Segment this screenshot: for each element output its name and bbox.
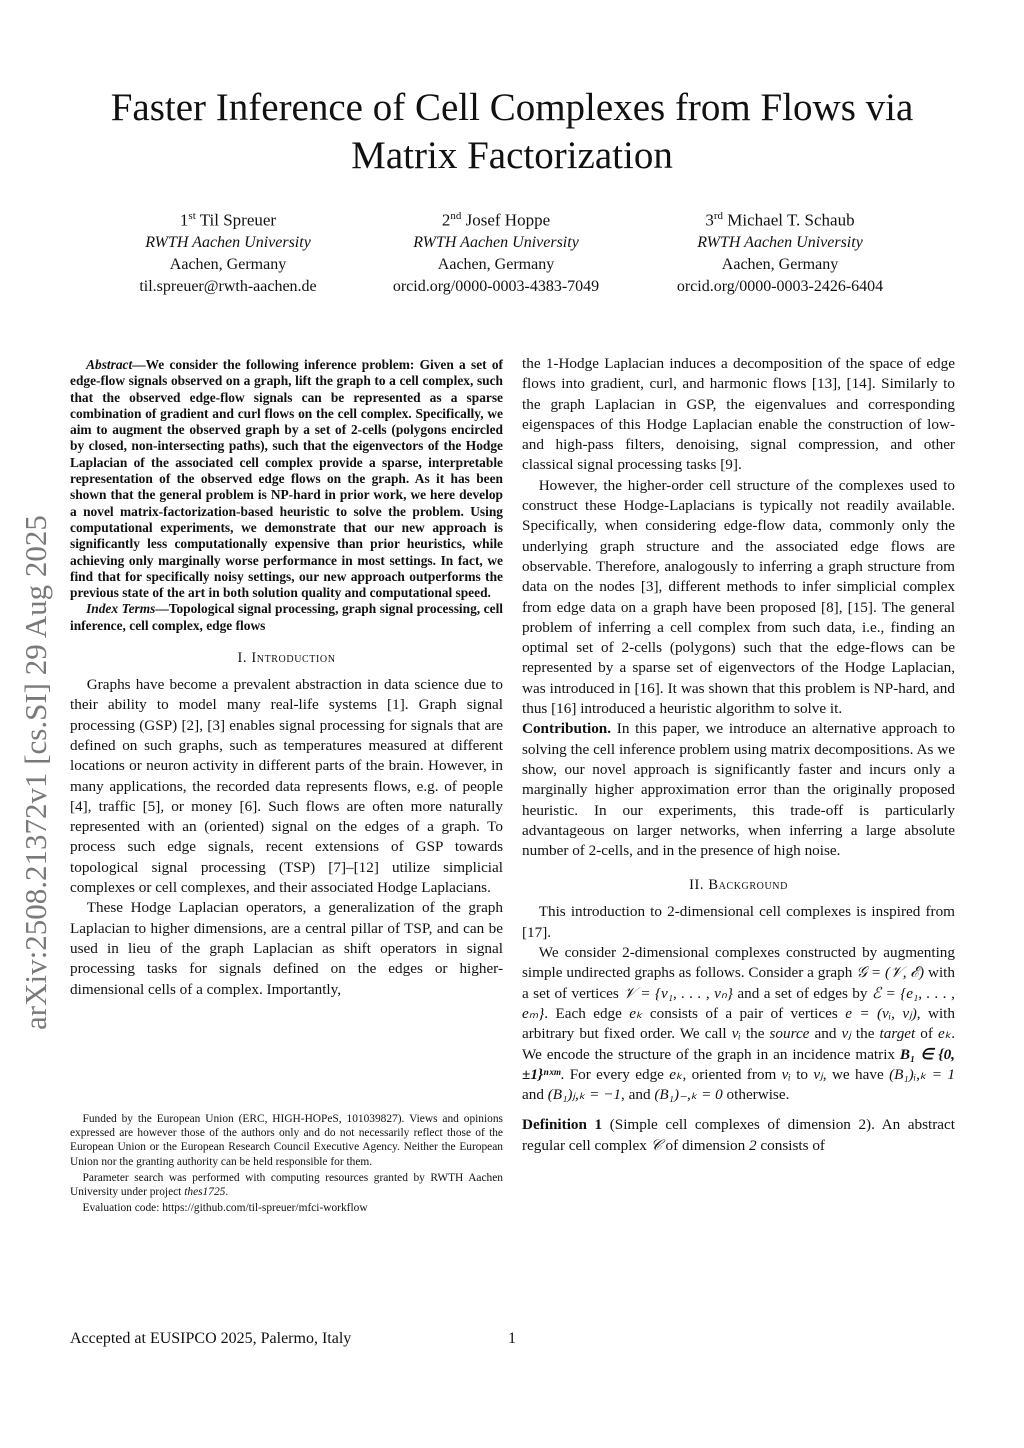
term-source: source [769, 1025, 810, 1043]
math-edge-k: eₖ [669, 1065, 683, 1083]
footnote-project-id: thes1725 [184, 1186, 226, 1199]
section-heading-background: II. Background [689, 877, 788, 894]
math-edge-k: eₖ [938, 1025, 952, 1043]
text-run: of [915, 1025, 938, 1043]
text-run: with a set of vertices [522, 964, 955, 1002]
background-paragraph-1: This introduction to 2-dimensional cell complexes is inspired from [17]. [522, 903, 955, 941]
definition-lead: Definition 1 [522, 1116, 603, 1134]
text-run: and [809, 1025, 842, 1043]
author-affiliation: RWTH Aachen University [697, 233, 863, 251]
definition-1 [522, 1115, 955, 1156]
abstract [70, 357, 503, 601]
author-affiliation: RWTH Aachen University [145, 233, 311, 251]
paper-title: Faster Inference of Cell Complexes from Flows via Matrix Factorization [110, 86, 914, 177]
author-location: Aachen, Germany [437, 255, 555, 273]
math-vj: vⱼ [841, 1025, 851, 1043]
background-paragraph-2 [522, 943, 955, 1105]
text-run: otherwise. [722, 1086, 790, 1104]
text-run: , we have [822, 1065, 890, 1083]
math-edge-k: eₖ [629, 1004, 643, 1022]
math-edge-pair: e = (vᵢ, vⱼ) [845, 1004, 917, 1022]
author-3 [630, 205, 930, 298]
intro-paragraph-1: Graphs have become a prevalent abstraction in data science due to their ability to model many real-life systems [1]. Graph signal processing (GSP) [2], [3] enables signal processing for signals that are defined on such graphs, such as temperatures measured at different locations or neuron activity in different parts of the brain. However, in many applications, the recorded data represents flows, e.g. of people [4], traffic [5], or money [6]. Such flows are often more naturally represented with an (oriented) signal on the edges of a graph. To process such edge signals, recent extensions of GSP towards topological signal processing (TSP) [7]–[12] utilize simplicial complexes or cell complexes, and their associated Hodge Laplacians. [70, 676, 503, 897]
section-heading-introduction: I. Introduction [237, 650, 336, 667]
author-affiliation: RWTH Aachen University [413, 233, 579, 251]
arxiv-stamp: arXiv:2508.21372v1 [cs.SI] 29 Aug 2025 [18, 515, 53, 1030]
index-terms-lead: Index Terms [86, 601, 156, 617]
definition-title: (Simple cell complexes of dimension 2). [602, 1116, 875, 1134]
math-graph: 𝒢 = (𝒱, ℰ) [856, 964, 925, 982]
author-ordinal-suffix: rd [713, 210, 724, 222]
intro-paragraph-2: These Hodge Laplacian operators, a generalization of the graph Laplacian to higher dimensions, are a central pillar of TSP, and can be used in lieu of the graph Laplacian as shift operators in signal processing tasks for signals defined on the edges or higher-dimensional cells of a complex. Importantly, [70, 899, 503, 998]
text-run: the [740, 1025, 770, 1043]
text-run: and a set of edges by [733, 984, 872, 1002]
footnote-compute-end: . [225, 1186, 229, 1199]
text-run: . For every edge [560, 1065, 670, 1083]
author-ordinal-suffix: nd [450, 210, 462, 222]
text-run: consists of [756, 1136, 825, 1154]
text-run: consists of a pair of vertices [642, 1004, 846, 1022]
footer-venue: Accepted at EUSIPCO 2025, Palermo, Italy [70, 1330, 352, 1347]
contribution-text: In this paper, we introduce an alternative approach to solving the cell inference problem using matrix decompositions. As we show, our novel approach is significantly faster and incurs only a marginally higher approximation error than the originally proposed heuristic. In our experiments, this trade-off is particularly advantageous on larger networks, when inferring a large absolute number of 2-cells, and in the presence of high noise. [522, 720, 955, 860]
text-run: the [850, 1025, 880, 1043]
index-terms-text: —Topological signal processing, graph signal processing, cell inference, cell complex, edge flows [70, 601, 504, 633]
author-ordinal: 2 [441, 210, 451, 230]
abstract-text: —We consider the following inference problem: Given a set of edge-flow signals observed on a graph, lift the graph to a cell complex, such that the observed edge-flow signals can be represented as a sparse combination of gradient and curl flows on the cell complex. Specifically, we aim to augment the observed graph by a set of 2-cells (polygons encircled by closed, non-intersecting paths), such that the eigenvectors of the Hodge Laplacian of the associated cell complex provide a sparse, interpretable representation of the observed edge flows on the graph. As it has been shown that the general problem is NP-hard in prior work, we here develop a novel matrix-factorization-based heuristic to solve the problem. Using computational experiments, we demonstrate that our new approach is significantly less computationally expensive than prior heuristics, while achieving only marginally worse performance in most settings. In fact, we find that for specifically noisy settings, our new approach outperforms the previous state of the art in both solution quality and computational speed. [70, 357, 503, 601]
author-email[interactable]: til.spreuer@rwth-aachen.de [139, 277, 317, 295]
left-column [70, 357, 503, 1000]
text-run: to [790, 1065, 814, 1083]
text-run: and [522, 1086, 548, 1104]
text-run: . We encode the structure of the graph in an incidence matrix [522, 1025, 956, 1063]
text-run: , and [621, 1086, 655, 1104]
page-number: 1 [508, 1330, 516, 1347]
author-location: Aachen, Germany [721, 255, 839, 273]
footnote-funding: Funded by the European Union (ERC, HIGH-HOPeS, 101039827). Views and opinions expressed are however those of the authors only and do not necessarily reflect those of the European Union or the European Research Council Executive Agency. Neither the European Union nor the granting authority can be held responsible for them. [70, 1113, 503, 1168]
author-ordinal: 3 [705, 210, 714, 230]
contribution-lead: Contribution. [522, 720, 612, 738]
author-location: Aachen, Germany [169, 255, 287, 273]
math-incidence-matrix: B₁ ∈ {0, ±1}ⁿˣᵐ [522, 1045, 955, 1083]
term-target: target [879, 1025, 916, 1043]
text-run: of dimension [661, 1136, 750, 1154]
author-ordinal: 1 [179, 210, 189, 230]
right-column [522, 354, 955, 1156]
right-paragraph-1: the 1-Hodge Laplacian induces a decomposition of the space of edge flows into gradient, curl, and harmonic flows [13], [14]. Similarly to the graph Laplacian in GSP, the eigenvalues and corresponding eigenspaces of this Hodge Laplacian enable the construction of low- and high-pass filters, denoising, signal compression, and other classical signal processing tasks [9]. [522, 355, 955, 474]
author-orcid[interactable]: orcid.org/0000-0003-4383-7049 [392, 277, 600, 295]
text-run: , oriented from [682, 1065, 782, 1083]
math-b1-other: (B₁)₋,ₖ = 0 [654, 1086, 723, 1104]
author-name: Josef Hoppe [465, 210, 551, 230]
footnote-compute-text: Parameter search was performed with computing resources granted by RWTH Aachen University under project [70, 1171, 503, 1199]
text-run: We consider 2-dimensional complexes constructed by augmenting simple undirected graphs as follows. Consider a graph [522, 944, 955, 982]
contribution-paragraph [522, 719, 955, 861]
text-run: . Each edge [544, 1004, 630, 1022]
author-2 [346, 205, 646, 298]
footnotes [70, 1112, 503, 1217]
index-terms [70, 601, 503, 634]
author-name: Til Spreuer [199, 210, 277, 230]
author-1 [78, 205, 378, 298]
math-vi: vᵢ [731, 1025, 741, 1043]
author-name: Michael T. Schaub [727, 210, 855, 230]
math-b1-jk: (B₁)ⱼ,ₖ = −1 [547, 1086, 622, 1104]
footnote-compute [70, 1171, 503, 1199]
math-dimension: 2 [749, 1136, 757, 1154]
math-edges: ℰ = {e₁, . . . , eₘ} [522, 984, 955, 1022]
math-vi: vᵢ [781, 1065, 791, 1083]
text-run: An abstract regular cell complex [522, 1116, 955, 1154]
math-b1-ik: (B₁)ᵢ,ₖ = 1 [889, 1065, 955, 1083]
author-orcid[interactable]: orcid.org/0000-0003-2426-6404 [676, 277, 884, 295]
abstract-lead: Abstract [86, 357, 133, 372]
author-ordinal-suffix: st [188, 210, 196, 222]
math-vertices: 𝒱 = {v₁, . . . , vₙ} [623, 984, 733, 1002]
footnote-code-link[interactable]: Evaluation code: https://github.com/til-spreuer/mfci-workflow [82, 1202, 368, 1215]
math-vj: vⱼ [813, 1065, 823, 1083]
right-paragraph-2: However, the higher-order cell structure of the complexes used to construct these Hodge-Laplacians is typically not readily available. Specifically, when considering edge-flow data, commonly only the underlying graph structure and the associated edge flows are observable. Therefore, analogously to inferring a graph structure from data on the nodes [3], different methods to infer simplicial complex from edge data on a graph have been proposed [8], [15]. The general problem of inferring a cell complex from such data, i.e., finding an optimal set of 2-cells (polygons) such that the edge-flows can be represented by a sparse set of eigenvectors of the Hodge Laplacian, was introduced in [16]. It was shown that this problem is NP-hard, and thus [16] introduced a heuristic algorithm to solve it. [522, 476, 955, 718]
text-run: , with arbitrary but fixed order. We call [522, 1004, 955, 1043]
math-complex: 𝒞 [650, 1136, 662, 1154]
